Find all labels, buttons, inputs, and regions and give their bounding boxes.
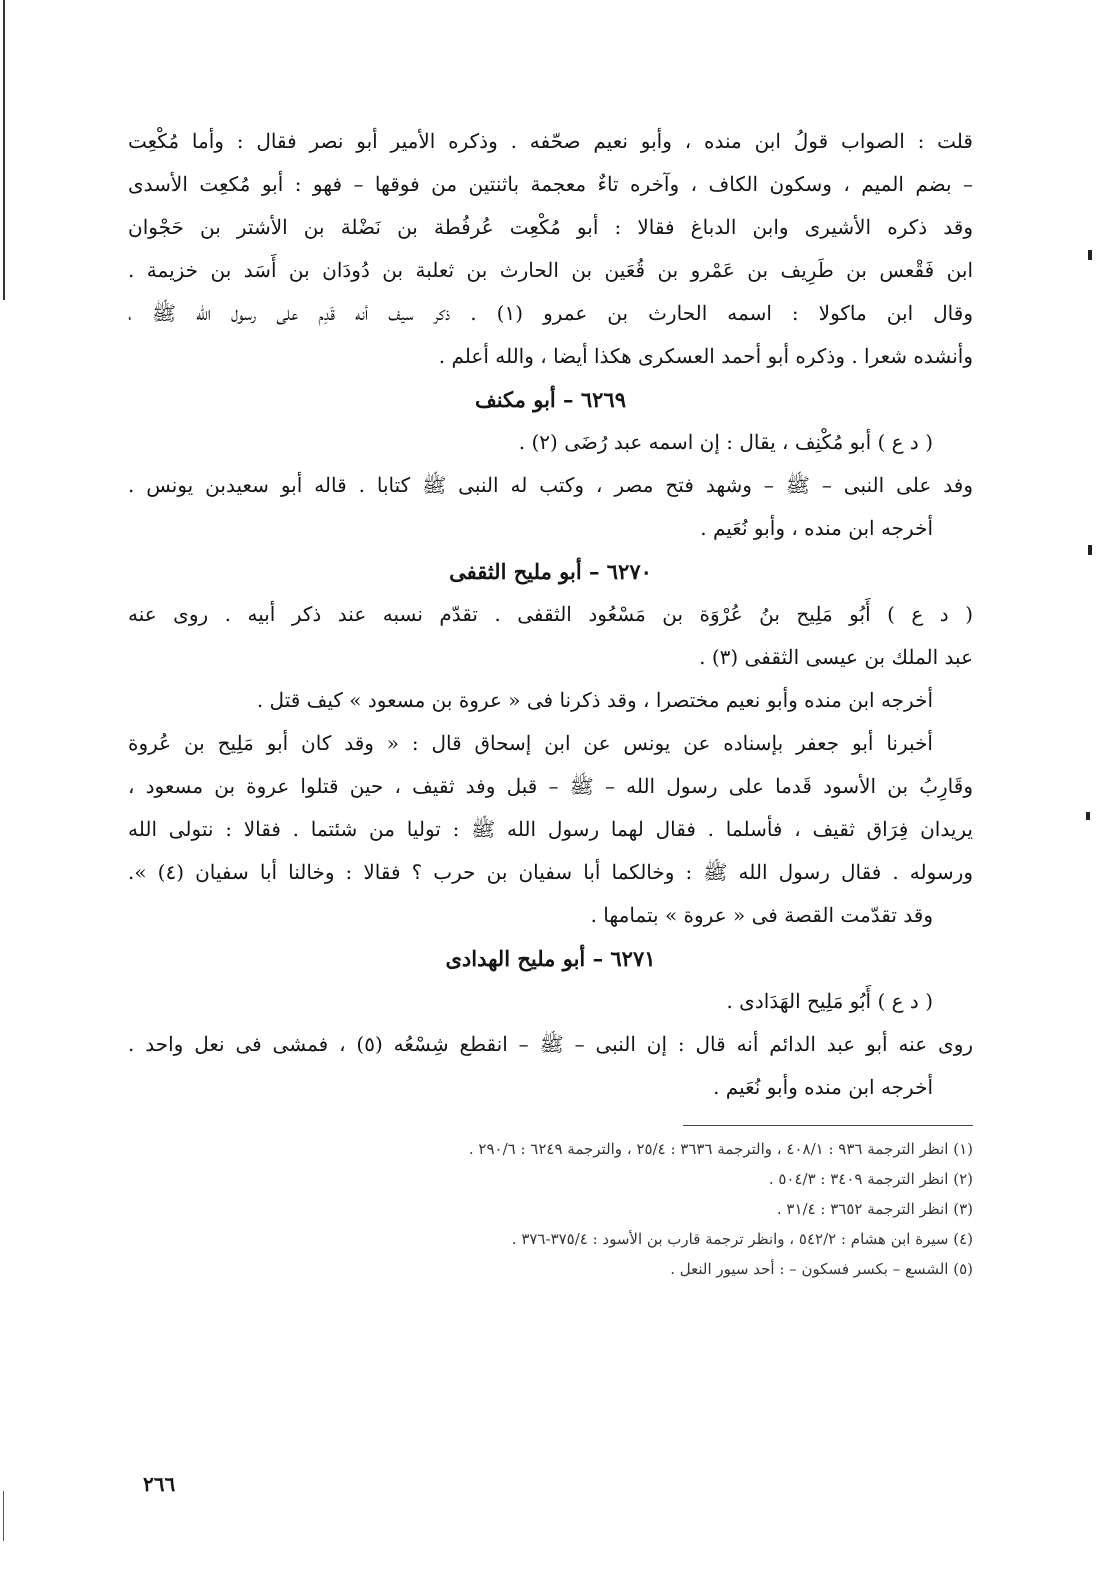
- text-line: وفد على النبى – ﷺ – وشهد فتح مصر ، وكتب له النبى ﷺ كتابا . قاله أبو سعيدبن يونس .: [128, 473, 973, 497]
- margin-mark: [1086, 812, 1090, 820]
- text-line: أخرجه ابن منده وأبو نُعَيم .: [713, 1075, 933, 1099]
- entry-body: [128, 421, 973, 550]
- page-edge-line: [3, 0, 5, 300]
- entry-body: [128, 980, 973, 1109]
- text-line: ورسوله . فقال رسول الله ﷺ : وخالكما أبا سفيان بن حرب ؟ فقالا : وخالنا أبا سفيان (٤) ».: [128, 860, 973, 884]
- text-line: يريدان فِرَاق ثقيف ، فأسلما . فقال لهما رسول الله ﷺ : توليا من شئتما . فقالا : نتولى الله: [128, 817, 973, 841]
- text-line: وقد ذكره الأشيرى وابن الدباغ فقالا : أبو مُكْعِت عُرفُطة بن نَضْلة بن الأشتر بن حَجْوان: [128, 215, 973, 239]
- text-line: وقَارِبُ بن الأسود قَدما على رسول الله – ﷺ – قبل وفد ثقيف ، حين قتلوا عروة بن مسعود ،: [128, 774, 973, 798]
- entry-heading: ٦٢٦٩ – أبو مكنف: [474, 387, 626, 412]
- footnote: (٤) سيرة ابن هشام : ٥٤٢/٢ ، وانظر ترجمة قارب بن الأسود : ٣٧٥/٤-٣٧٦ .: [511, 1230, 973, 1248]
- footnote: (٥) الشسع – بكسر فسكون – : أحد سيور النعل .: [670, 1260, 973, 1278]
- text-line: ( د ع ) أَبُو مَلِيح بنُ عُرْوَة بن مَسْعُود الثقفى . تقدّم نسبه عند ذكر أبيه . روى عنه: [128, 602, 973, 626]
- text-line: وقال ابن ماكولا : اسمه الحارث بن عمرو (١) . ذكر سيف أنه قَدِم على رسول الله ﷺ ،: [128, 301, 973, 325]
- footnote: (٣) انظر الترجمة ٣٦٥٢ : ٣١/٤ .: [776, 1200, 973, 1218]
- text-line: روى عنه أبو عبد الدائم أنه قال : إن النبى – ﷺ – انقطع شِسْعُه (٥) ، فمشى فى نعل واحد .: [128, 1032, 973, 1056]
- page-number: ٢٦٦: [143, 1472, 176, 1496]
- margin-mark: [1088, 545, 1092, 555]
- text-line: ( د ع ) أبو مُكْنِف ، يقال : إن اسمه عبد رُضَى (٢) .: [518, 430, 933, 454]
- text-line: – بضم الميم ، وسكون الكاف ، وآخره تاءٌ معجمة باثنتين من فوقها – فهو : أبو مُكعِت الأسدى: [128, 172, 973, 196]
- margin-mark: [1088, 250, 1092, 260]
- entry-heading: ٦٢٧٠ – أبو مليح الثقفى: [449, 559, 652, 584]
- text-line: أخبرنا أبو جعفر بإسناده عن يونس عن ابن إسحاق قال : « وقد كان أبو مَلِيح بن عُروة: [128, 731, 933, 755]
- text-line: عبد الملك بن عيسى الثقفى (٣) .: [699, 645, 973, 669]
- text-line: أخرجه ابن منده ، وأبو نُعَيم .: [700, 516, 933, 540]
- text-line: قلت : الصواب قولُ ابن منده ، وأبو نعيم صحّفه . وذكره الأمير أبو نصر فقال : وأما مُكْعِت: [128, 129, 973, 153]
- page-edge-line-bottom: [3, 1491, 4, 1541]
- text-line: ( د ع ) أَبُو مَلِيح الهَدَادى .: [726, 989, 933, 1013]
- text-line: ابن فَقْعس بن طَرِيف بن عَمْرو بن قُعَين بن الحارث بن ثعلبة بن دُودَان بن أَسَد بن خزيمة .: [128, 258, 973, 282]
- entry-heading: ٦٢٧١ – أبو مليح الهدادى: [445, 946, 656, 971]
- intro-paragraph: [128, 120, 973, 378]
- text-line: وأنشده شعرا . وذكره أبو أحمد العسكرى هكذا أيضا ، والله أعلم .: [438, 344, 973, 368]
- footnote: (١) انظر الترجمة ٩٣٦ : ٤٠٨/١ ، والترجمة ٣٦٣٦ : ٢٥/٤ ، والترجمة ٦٢٤٩ : ٢٩٠/٦ .: [468, 1140, 973, 1158]
- page-body: [128, 120, 973, 1284]
- footnote: (٢) انظر الترجمة ٣٤٠٩ : ٥٠٤/٣ .: [768, 1170, 973, 1188]
- footnotes: [128, 1126, 973, 1284]
- text-line: أخرجه ابن منده وأبو نعيم مختصرا ، وقد ذكرنا فى « عروة بن مسعود » كيف قتل .: [256, 688, 933, 712]
- entry-body: [128, 593, 973, 937]
- text-line: وقد تقدّمت القصة فى « عروة » بتمامها .: [590, 903, 933, 927]
